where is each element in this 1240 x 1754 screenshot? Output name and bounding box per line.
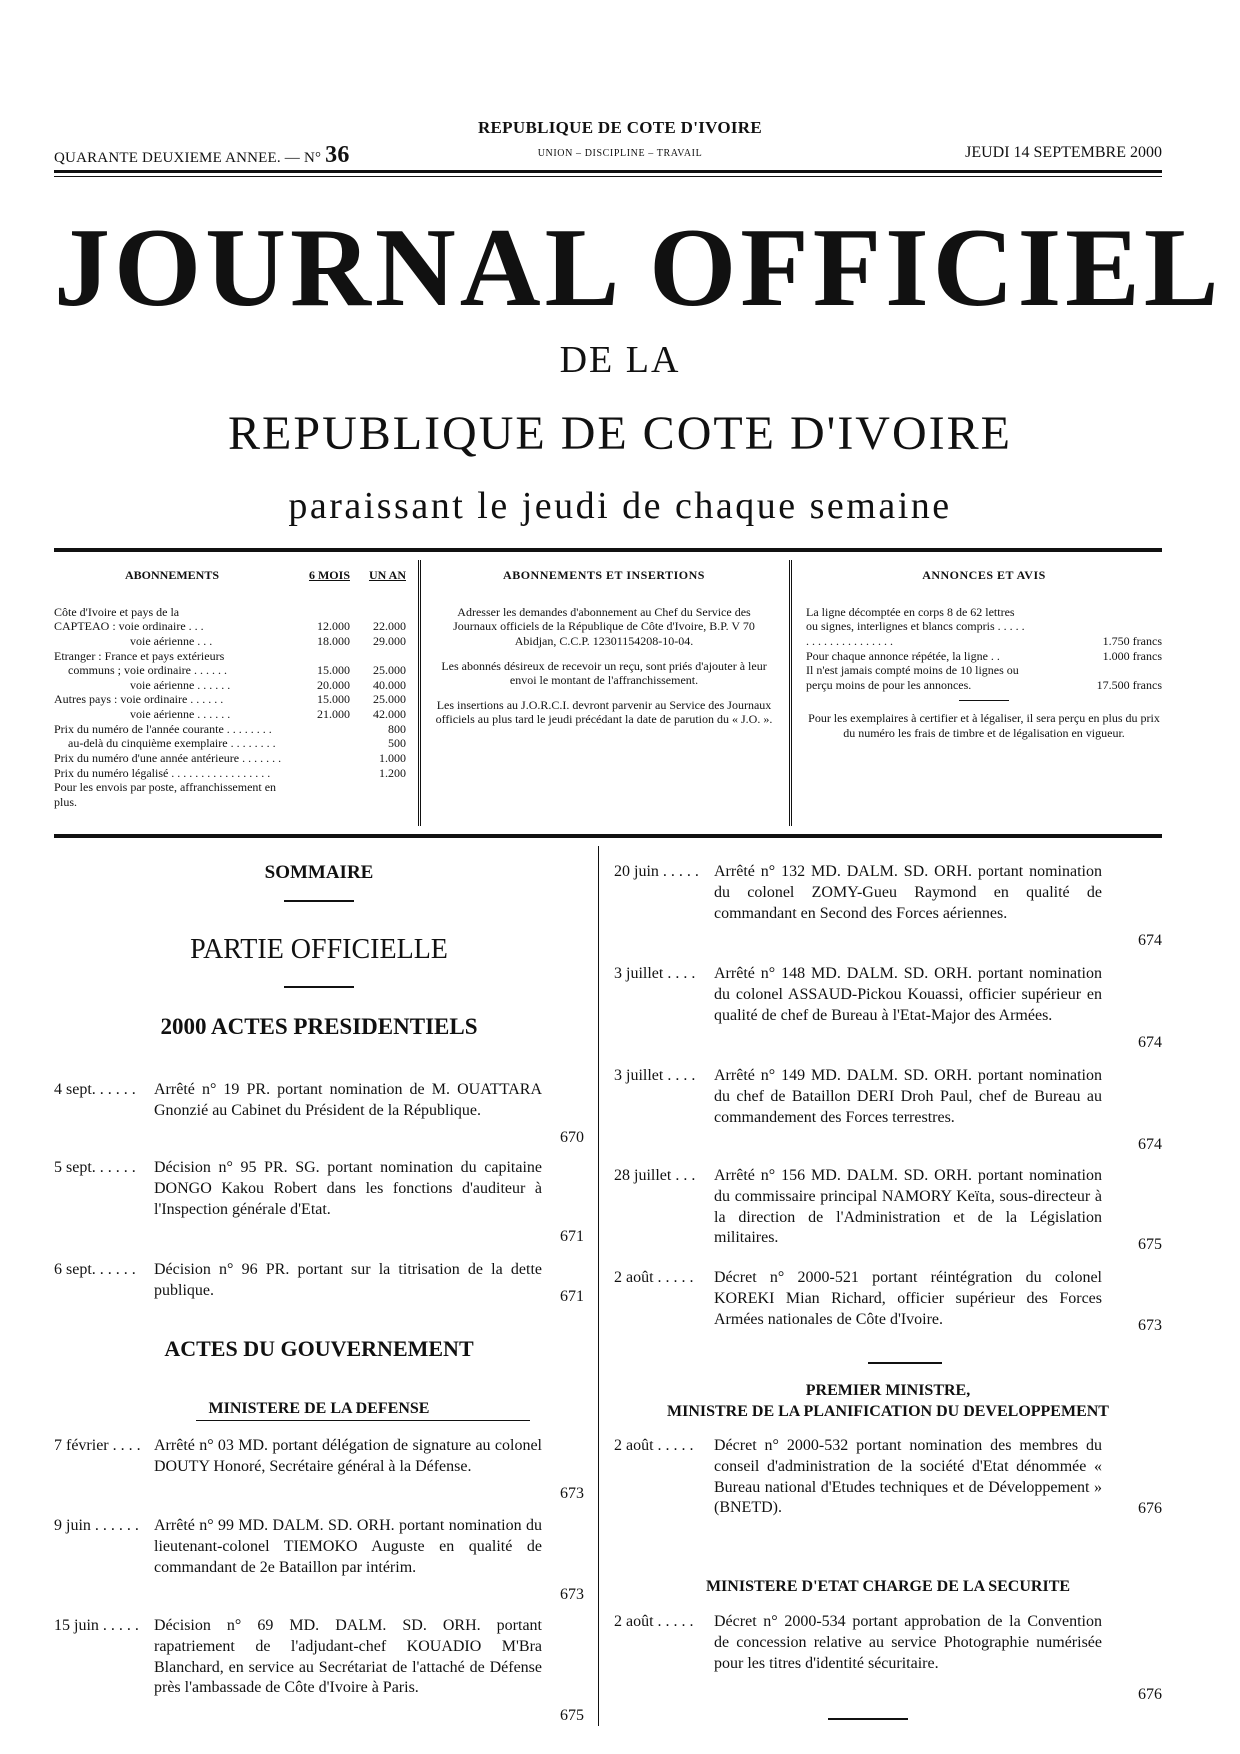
subscription-row [54,707,406,722]
subscription-6mois: 12.000 [317,619,350,634]
entry-date: 5 sept. . . . . . [54,1159,136,1176]
annonces-separator [959,700,1009,701]
entry-text: Décision n° 69 MD. DALM. SD. ORH. portant rapatriement de l'adjudant-chef KOUADIO M'Bra Blanchard, en service au Secrétariat de l'attaché de Défense près l'ambassade de Côte d'Ivoire à Paris. [154,1617,542,1697]
republic-header [420,118,820,159]
entry-page: 675 [1138,1236,1162,1253]
insertions-address: Adresser les demandes d'abonnement au Chef du Service des Journaux officiels de la République de Côte d'Ivoire, B.P. V 70 Abidjan, C.C.P. 12301154208-10-04. [453,604,755,648]
entry-text: Arrêté n° 148 MD. DALM. SD. ORH. portant nomination du colonel ASSAUD-Pickou Kouassi, officier supérieur en qualité de chef de Bureau à l'Etat-Major des Armées. [714,965,1102,1024]
entry-date: 7 février . . . . [54,1437,141,1454]
republic-name: REPUBLIQUE DE COTE D'IVOIRE [477,118,763,137]
subscription-label: voie aérienne . . . . . . [130,707,231,721]
annonce-price: 1.000 francs [1102,648,1162,663]
header-rule-thin [54,176,1162,177]
entry-page: 674 [1138,1034,1162,1051]
sommaire-entry [54,1080,584,1146]
subscription-label: Autres pays : voie ordinaire . . . . . . [54,692,224,707]
annonce-label: Pour chaque annonce répétée, la ligne . . [806,648,1000,663]
entry-page: 673 [1138,1317,1162,1334]
entry-page: 676 [1138,1686,1162,1703]
sommaire-entry [54,1616,584,1724]
entry-text: Arrêté n° 132 MD. DALM. SD. ORH. portant nomination du colonel ZOMY-Gueu Raymond en qualité de commandant en Second des Forces aériennes. [714,863,1102,922]
entry-date: 4 sept. . . . . . [54,1081,136,1098]
entry-page: 673 [560,1485,584,1502]
subscription-label: voie aérienne . . . . . . [130,677,231,692]
sommaire-entry [614,1066,1162,1153]
insertions-title: ABONNEMENTS ET INSERTIONS [503,568,705,582]
subscription-1an: 800 [388,721,406,736]
subscription-row [54,649,406,664]
subscription-label: communs ; voie ordinaire . . . . . . [68,663,227,678]
issue-date: JEUDI 14 SEPTEMBRE 2000 [965,144,1162,161]
subscription-1an: 40.000 [373,677,406,692]
sommaire-entry [614,1166,1162,1253]
sommaire-entry [614,1268,1162,1334]
entry-text: Arrêté n° 99 MD. DALM. SD. ORH. portant nomination du lieutenant-colonel TIEMOKO Auguste en qualité de commandant de 2e Bataillon par intérim. [154,1517,542,1576]
entry-text: Décret n° 2000-521 portant réintégration du colonel KOREKI Mian Richard, officier supérieur des Forces Armées nationales de Côte d'Ivoire. [714,1269,1102,1328]
issue-number: 36 [325,142,350,168]
sommaire-entry [614,1612,1162,1703]
defense-underline [196,1420,530,1421]
year-label: QUARANTE DEUXIEME ANNEE. — N° [54,150,322,166]
entry-text: Décret n° 2000-534 portant approbation de la Convention de concession relative au service Photographie numérisée pour les titres d'identité sécuritaire. [714,1613,1102,1672]
subscription-6mois: 15.000 [317,692,350,707]
subscription-6mois: 18.000 [317,633,350,648]
sommaire-entry [54,1158,584,1245]
subscription-row [54,722,406,737]
entry-page: 671 [560,1228,584,1245]
entry-page: 670 [560,1129,584,1146]
col-6mois: 6 MOIS [308,568,350,582]
abonnements-header [54,568,406,583]
journal-title: JOURNAL OFFICIEL [54,206,1223,330]
annonce-row [806,649,1162,664]
entry-page: 673 [560,1586,584,1603]
subscription-1an: 1.000 [379,750,406,765]
sommaire-entry [614,1436,1162,1520]
subscription-row [54,678,406,693]
annonces-box [806,568,1162,741]
entry-date: 15 juin . . . . . [54,1617,139,1634]
subscription-row [54,780,406,809]
sommaire-entry [614,964,1162,1051]
subscription-1an [350,649,406,664]
partie-officielle: PARTIE OFFICIELLE [190,934,448,965]
premier-ministre: PREMIER MINISTRE, [805,1382,971,1399]
subscription-row [54,634,406,649]
annonce-price: 1.750 francs [1102,633,1162,648]
subscription-6mois [290,649,350,664]
subscription-label: Côte d'Ivoire et pays de la [54,604,180,619]
annonces-rows [806,605,1162,693]
subscription-1an [350,605,406,620]
subscription-1an [350,780,406,809]
ministere-defense: MINISTERE DE LA DEFENSE [208,1400,430,1417]
subscription-6mois [290,751,350,766]
subscription-row [54,766,406,781]
subscription-6mois [290,722,350,737]
motto: UNION – DISCIPLINE – TRAVAIL [537,148,703,159]
sommaire-title: SOMMAIRE [264,862,374,883]
de-la: DE LA [559,339,681,381]
annonce-row [806,605,1162,649]
entry-text: Arrêté n° 156 MD. DALM. SD. ORH. portant nomination du commissaire principal NAMORY Keïta, sous-directeur à la direction de l'Administration et de la Législation militaires. [714,1167,1102,1247]
entry-page: 674 [1138,932,1162,949]
parution-line: paraissant le jeudi de chaque semaine [288,485,952,527]
subscription-1an: 42.000 [373,707,406,721]
subscription-1an: 25.000 [373,692,406,707]
subscription-label: Etranger : France et pays extérieurs [54,648,225,663]
abonnements-title: ABONNEMENTS [124,568,219,582]
sommaire-rule [284,900,354,902]
subscription-label: Prix du numéro d'une année antérieure . . . . . . . [54,750,282,765]
annonce-row [806,663,1162,692]
subscription-label: CAPTEAO : voie ordinaire . . . [54,619,204,634]
actes-gouvernement: ACTES DU GOUVERNEMENT [164,1336,474,1361]
abonnements-box [54,568,406,809]
entry-date: 9 juin . . . . . . [54,1517,139,1534]
annonces-title: ANNONCES ET AVIS [922,568,1046,582]
ministere-securite: MINISTERE D'ETAT CHARGE DE LA SECURITE [705,1578,1071,1595]
subscription-6mois [290,766,350,781]
subscription-6mois [290,780,350,809]
subscription-1an: 500 [388,736,406,751]
subscription-6mois: 21.000 [317,707,350,721]
republic-title: REPUBLIQUE DE COTE D'IVOIRE [228,407,1012,460]
annonce-label: Il n'est jamais compté moins de 10 lignes ou perçu moins de pour les annonces. [806,663,1019,692]
entry-page: 676 [1138,1500,1162,1517]
entry-text: Arrêté n° 03 MD. portant délégation de signature au colonel DOUTY Honoré, Secrétaire général à la Défense. [154,1437,542,1475]
sommaire-entry [54,1260,584,1305]
sommaire-entry [614,862,1162,949]
box-divider-1 [418,560,421,826]
entry-page: 675 [560,1707,584,1724]
entry-text: Décret n° 2000-532 portant nomination des membres du conseil d'administration de la société d'Etat dénommée « Bureau national d'Etudes techniques et de Développement » (BNETD). [714,1437,1102,1517]
subscription-1an: 25.000 [373,663,406,678]
actes-presidentiels: 2000 ACTES PRESIDENTIELS [160,1014,478,1039]
subscription-row [54,605,406,620]
entry-page: 671 [560,1288,584,1305]
subscription-label: Pour les envois par poste, affranchissement en plus. [54,780,277,809]
subscription-row [54,751,406,766]
sommaire-entry [54,1516,584,1603]
annonces-note: Pour les exemplaires à certifier et à légaliser, il sera perçu en plus du prix du numéro les frais de timbre et de légalisation en vigueur. [808,711,1160,740]
annonce-label: La ligne décomptée en corps 8 de 62 lettres ou signes, interlignes et blancs compris . . . . . . . . . . . . . . . . . . . . [806,604,1025,648]
subscription-1an: 1.200 [379,765,406,780]
entry-text: Décision n° 95 PR. SG. portant nomination du capitaine DONGO Kakou Robert dans les fonctions d'auditeur à l'Inspection générale d'Etat. [154,1159,542,1218]
subscription-6mois [290,605,350,620]
subscription-6mois [290,736,350,751]
subscription-label: voie aérienne . . . [130,633,213,648]
column-divider [598,846,599,1726]
entry-date: 3 juillet . . . . [614,965,696,982]
subscription-1an: 22.000 [373,619,406,634]
subscription-6mois: 20.000 [317,677,350,692]
subscription-row [54,663,406,678]
entry-date: 2 août . . . . . [614,1269,694,1286]
box-divider-2 [789,560,792,826]
subscription-row [54,619,406,634]
entry-date: 3 juillet . . . . [614,1067,696,1084]
entry-date: 6 sept. . . . . . [54,1261,136,1278]
subscription-rows [54,605,406,810]
ministre-planification: MINISTRE DE LA PLANIFICATION DU DEVELOPPEMENT [667,1403,1109,1420]
entry-date: 20 juin . . . . . [614,863,699,880]
sommaire-entry [54,1436,584,1502]
subscription-row [54,692,406,707]
subscription-label: Prix du numéro de l'année courante . . . . . . . . [54,721,272,736]
entry-text: Arrêté n° 149 MD. DALM. SD. ORH. portant nomination du chef de Bataillon DERI Droh Paul, chef de Bureau au commandement des Forces terrestres. [714,1067,1102,1126]
col-1an: UN AN [368,568,406,582]
entry-page: 674 [1138,1136,1162,1153]
subscription-1an: 29.000 [373,633,406,648]
entry-date: 28 juillet . . . [614,1167,696,1184]
entry-date: 2 août . . . . . [614,1613,694,1630]
partie-rule [284,986,354,988]
subscription-label: Prix du numéro légalisé . . . . . . . . . . . . . . . . . [54,765,271,780]
issue-info [54,142,350,169]
right-rule [868,1362,942,1364]
entry-text: Décision n° 96 PR. portant sur la titrisation de la dette publique. [154,1261,542,1299]
subscription-row [54,736,406,751]
subscription-6mois: 15.000 [317,663,350,678]
annonce-price: 17.500 francs [1096,677,1162,692]
insertions-box [434,568,774,737]
insertions-deadline: Les insertions au J.O.R.C.I. devront parvenir au Service des Journaux officiels au plus tard le jeudi précédant la date de parution du « J.O. ». [435,697,773,727]
subscription-panel [54,548,1162,838]
end-rule [828,1718,908,1720]
entry-text: Arrêté n° 19 PR. portant nomination de M. OUATTARA Gnonzié au Cabinet du Président de la République. [154,1081,542,1119]
header-rule [54,170,1162,173]
subscription-label: au-delà du cinquième exemplaire . . . . . . . . [68,736,276,751]
entry-date: 2 août . . . . . [614,1437,694,1454]
insertions-receipt: Les abonnés désireux de recevoir un reçu, sont priés d'ajouter à leur envoi le montant de l'affranchissement. [441,658,767,688]
